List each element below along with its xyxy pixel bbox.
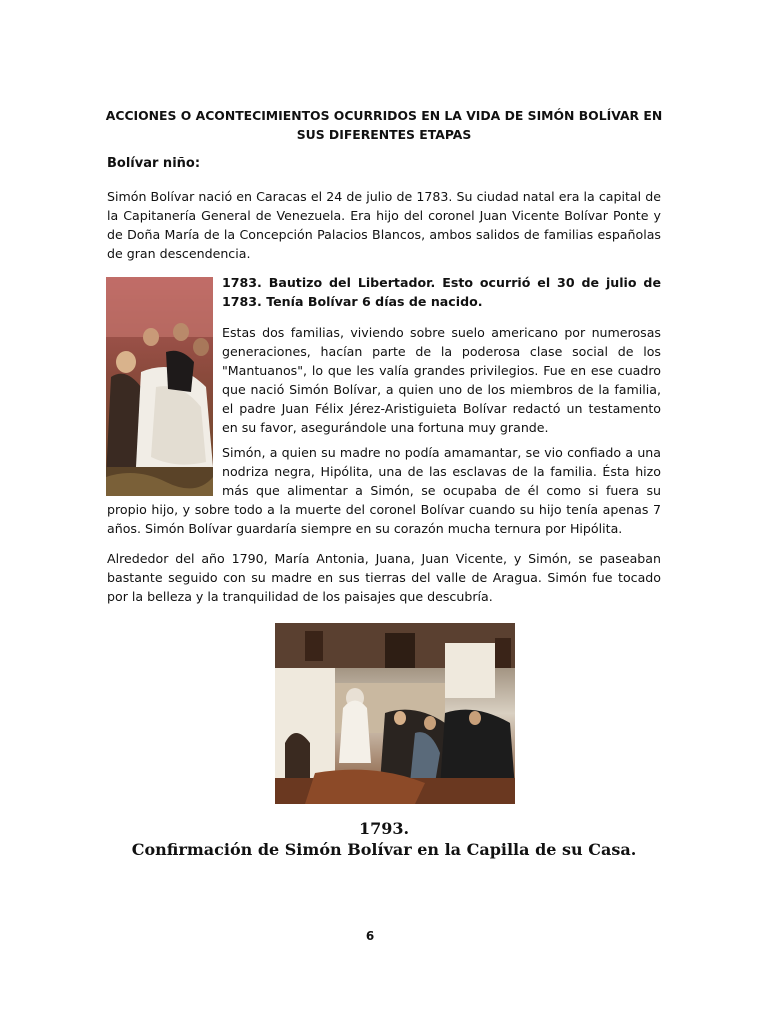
page-title: ACCIONES O ACONTECIMIENTOS OCURRIDOS EN LA VIDA DE SIMÓN BOLÍVAR EN SUS DIFERENTES ETAPAS bbox=[105, 108, 663, 142]
baptism-caption: 1783. Bautizo del Libertador. Esto ocurrió el 30 de julio de 1783. Tenía Bolívar 6 días de nacido. bbox=[222, 275, 661, 309]
paragraph-hipolita: Simón, a quien su madre no podía amamantar, se vio confiado a una nodriza negra, Hipólita, una de las esclavas de la familia. Ésta hizo más que alimentar a Simón, se ocupaba de él como si fuera su propio hijo, y sobre todo a la muerte del coronel Bolívar cuando su hijo tenía apenas 7 años. Simón Bolívar guardaría siempre en su corazón mucha ternura por Hipólita. bbox=[107, 445, 661, 536]
figure-year: 1793. bbox=[358, 819, 410, 838]
page-number: 6 bbox=[365, 929, 375, 943]
paragraph-hipolita-wrap bbox=[107, 443, 661, 538]
image-float-spacer bbox=[107, 443, 222, 500]
paragraph-aragua: Alrededor del año 1790, María Antonia, Juana, Juan Vicente, y Simón, se paseaban bastante seguido con su madre en sus tierras del valle de Aragua. Simón fue tocado por la belleza y la tranquilidad de los paisajes que descubría. bbox=[107, 551, 661, 604]
paragraph-birth: Simón Bolívar nació en Caracas el 24 de julio de 1783. Su ciudad natal era la capital de la Capitanería General de Venezuela. Era hijo del coronel Juan Vicente Bolívar Ponte y de Doña María de la Concepción Palacios Blancos, ambos salidos de familias españolas de gran descendencia. bbox=[107, 189, 661, 261]
section-heading: Bolívar niño: bbox=[107, 156, 201, 171]
figure-caption: Confirmación de Simón Bolívar en la Capilla de su Casa. bbox=[131, 840, 637, 859]
confirmation-painting bbox=[275, 623, 515, 804]
paragraph-mantuanos: Estas dos familias, viviendo sobre suelo americano por numerosas generaciones, hacían parte de la poderosa clase social de los "Mantuanos", lo que les valía grandes privilegios. Fue en ese cuadro que nació Simón Bolívar, a quien uno de los miembros de la familia, el padre Juan Félix Jérez-Aristiguieta Bolívar redactó un testamento en su favor, asegurándole una fortuna muy grande. bbox=[222, 325, 661, 435]
